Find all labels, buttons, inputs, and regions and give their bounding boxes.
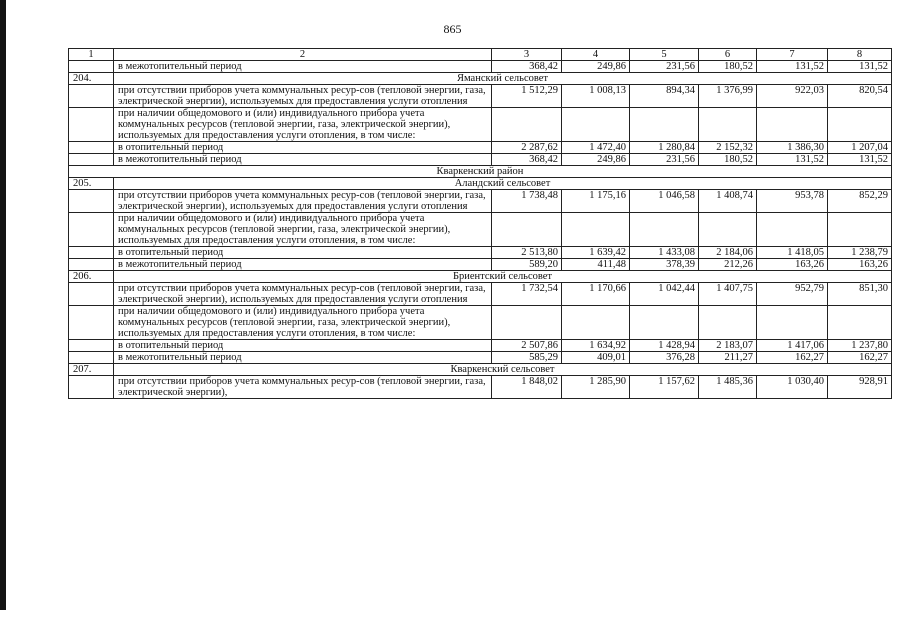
- value-cell: 1 738,48: [492, 190, 562, 213]
- region-row: [69, 166, 892, 178]
- description-cell: в отопительный период: [114, 340, 492, 352]
- value-cell: 163,26: [828, 259, 892, 271]
- value-cell: 2 287,62: [492, 142, 562, 154]
- table-row: [69, 142, 892, 154]
- table-row: [69, 190, 892, 213]
- value-cell: 1 207,04: [828, 142, 892, 154]
- row-number-cell: [69, 154, 114, 166]
- description-cell: при отсутствии приборов учета коммунальных ресур-сов (тепловой энергии, газа, электрической энергии), используемых для предоставления услуги отопления: [114, 85, 492, 108]
- value-cell: 180,52: [699, 154, 757, 166]
- table-row: [69, 247, 892, 259]
- value-cell: [699, 108, 757, 142]
- description-cell: в межотопительный период: [114, 61, 492, 73]
- value-cell: [757, 306, 828, 340]
- value-cell: 2 152,32: [699, 142, 757, 154]
- value-cell: 1 046,58: [630, 190, 699, 213]
- row-number-cell: [69, 376, 114, 399]
- value-cell: [562, 306, 630, 340]
- value-cell: [699, 306, 757, 340]
- value-cell: 1 008,13: [562, 85, 630, 108]
- table-body: [69, 61, 892, 399]
- value-cell: [630, 213, 699, 247]
- description-cell: при наличии общедомового и (или) индивидуального прибора учета коммунальных ресурсов (тепловой энергии, газа, электрической энергии), используемых для предоставления услуги отопления, в том числе:: [114, 108, 492, 142]
- value-cell: 894,34: [630, 85, 699, 108]
- value-cell: 922,03: [757, 85, 828, 108]
- value-cell: 1 238,79: [828, 247, 892, 259]
- value-cell: 231,56: [630, 61, 699, 73]
- value-cell: 2 507,86: [492, 340, 562, 352]
- value-cell: 953,78: [757, 190, 828, 213]
- tariff-table: [68, 48, 892, 399]
- value-cell: 211,27: [699, 352, 757, 364]
- value-cell: 131,52: [757, 154, 828, 166]
- region-title: Кваркенский район: [69, 166, 892, 178]
- header-cell: 6: [699, 49, 757, 61]
- row-number-cell: [69, 108, 114, 142]
- row-number-cell: [69, 283, 114, 306]
- section-title: Яманский сельсовет: [114, 73, 892, 85]
- header-cell: 1: [69, 49, 114, 61]
- value-cell: 376,28: [630, 352, 699, 364]
- value-cell: 1 280,84: [630, 142, 699, 154]
- value-cell: 1 732,54: [492, 283, 562, 306]
- value-cell: 1 634,92: [562, 340, 630, 352]
- value-cell: 1 030,40: [757, 376, 828, 399]
- section-number: 207.: [69, 364, 114, 376]
- value-cell: 162,27: [828, 352, 892, 364]
- value-cell: 1 417,06: [757, 340, 828, 352]
- value-cell: 162,27: [757, 352, 828, 364]
- value-cell: 1 376,99: [699, 85, 757, 108]
- value-cell: 409,01: [562, 352, 630, 364]
- header-cell: 5: [630, 49, 699, 61]
- value-cell: [630, 306, 699, 340]
- table-row: [69, 259, 892, 271]
- value-cell: [492, 213, 562, 247]
- row-number-cell: [69, 213, 114, 247]
- value-cell: 2 184,06: [699, 247, 757, 259]
- table-row: [69, 352, 892, 364]
- header-cell: 4: [562, 49, 630, 61]
- value-cell: 1 237,80: [828, 340, 892, 352]
- value-cell: 131,52: [828, 61, 892, 73]
- row-number-cell: [69, 85, 114, 108]
- value-cell: 820,54: [828, 85, 892, 108]
- value-cell: 1 512,29: [492, 85, 562, 108]
- description-cell: при отсутствии приборов учета коммунальных ресур-сов (тепловой энергии, газа, электрической энергии),: [114, 376, 492, 399]
- header-cell: 2: [114, 49, 492, 61]
- value-cell: 1 408,74: [699, 190, 757, 213]
- value-cell: [562, 108, 630, 142]
- value-cell: [828, 213, 892, 247]
- value-cell: 585,29: [492, 352, 562, 364]
- value-cell: [699, 213, 757, 247]
- table-row: [69, 283, 892, 306]
- value-cell: 180,52: [699, 61, 757, 73]
- table-row: [69, 154, 892, 166]
- value-cell: 2 513,80: [492, 247, 562, 259]
- value-cell: 851,30: [828, 283, 892, 306]
- section-row: [69, 364, 892, 376]
- row-number-cell: [69, 340, 114, 352]
- value-cell: 131,52: [828, 154, 892, 166]
- description-cell: при отсутствии приборов учета коммунальных ресур-сов (тепловой энергии, газа, электрической энергии), используемых для предоставления услуги отопления: [114, 190, 492, 213]
- table-row: [69, 340, 892, 352]
- value-cell: 378,39: [630, 259, 699, 271]
- value-cell: 952,79: [757, 283, 828, 306]
- row-number-cell: [69, 247, 114, 259]
- value-cell: [757, 108, 828, 142]
- section-title: Аландский сельсовет: [114, 178, 892, 190]
- row-number-cell: [69, 61, 114, 73]
- section-number: 204.: [69, 73, 114, 85]
- value-cell: 1 472,40: [562, 142, 630, 154]
- row-number-cell: [69, 352, 114, 364]
- row-number-cell: [69, 190, 114, 213]
- value-cell: 1 285,90: [562, 376, 630, 399]
- value-cell: 1 848,02: [492, 376, 562, 399]
- value-cell: [492, 108, 562, 142]
- value-cell: 1 639,42: [562, 247, 630, 259]
- description-cell: в межотопительный период: [114, 352, 492, 364]
- page-number: 865: [443, 22, 462, 36]
- value-cell: 249,86: [562, 154, 630, 166]
- section-row: [69, 271, 892, 283]
- header-cell: 8: [828, 49, 892, 61]
- value-cell: 852,29: [828, 190, 892, 213]
- value-cell: 1 418,05: [757, 247, 828, 259]
- value-cell: 1 407,75: [699, 283, 757, 306]
- description-cell: в отопительный период: [114, 247, 492, 259]
- value-cell: 368,42: [492, 154, 562, 166]
- section-number: 206.: [69, 271, 114, 283]
- description-cell: в межотопительный период: [114, 154, 492, 166]
- value-cell: [828, 108, 892, 142]
- table-row: [69, 213, 892, 247]
- value-cell: 1 157,62: [630, 376, 699, 399]
- value-cell: 163,26: [757, 259, 828, 271]
- value-cell: 231,56: [630, 154, 699, 166]
- value-cell: 2 183,07: [699, 340, 757, 352]
- value-cell: 1 042,44: [630, 283, 699, 306]
- value-cell: [492, 306, 562, 340]
- table-row: [69, 61, 892, 73]
- value-cell: [630, 108, 699, 142]
- header-cell: 3: [492, 49, 562, 61]
- value-cell: 368,42: [492, 61, 562, 73]
- value-cell: 589,20: [492, 259, 562, 271]
- section-title: Бриентский сельсовет: [114, 271, 892, 283]
- value-cell: 1 428,94: [630, 340, 699, 352]
- description-cell: в межотопительный период: [114, 259, 492, 271]
- value-cell: 1 433,08: [630, 247, 699, 259]
- value-cell: 1 485,36: [699, 376, 757, 399]
- section-row: [69, 73, 892, 85]
- description-cell: при отсутствии приборов учета коммунальных ресур-сов (тепловой энергии, газа, электрической энергии), используемых для предоставления услуги отопления: [114, 283, 492, 306]
- description-cell: при наличии общедомового и (или) индивидуального прибора учета коммунальных ресурсов (тепловой энергии, газа, электрической энергии), используемых для предоставления услуги отопления, в том числе:: [114, 306, 492, 340]
- table-row: [69, 85, 892, 108]
- header-cell: 7: [757, 49, 828, 61]
- value-cell: 1 170,66: [562, 283, 630, 306]
- value-cell: 1 386,30: [757, 142, 828, 154]
- row-number-cell: [69, 259, 114, 271]
- row-number-cell: [69, 142, 114, 154]
- value-cell: 131,52: [757, 61, 828, 73]
- description-cell: при наличии общедомового и (или) индивидуального прибора учета коммунальных ресурсов (тепловой энергии, газа, электрической энергии), используемых для предоставления услуги отопления, в том числе:: [114, 213, 492, 247]
- value-cell: 411,48: [562, 259, 630, 271]
- table-row: [69, 376, 892, 399]
- value-cell: 249,86: [562, 61, 630, 73]
- value-cell: 1 175,16: [562, 190, 630, 213]
- value-cell: [828, 306, 892, 340]
- left-binding-bar: [0, 0, 6, 610]
- section-title: Кваркенский сельсовет: [114, 364, 892, 376]
- value-cell: [562, 213, 630, 247]
- value-cell: [757, 213, 828, 247]
- value-cell: 928,91: [828, 376, 892, 399]
- section-number: 205.: [69, 178, 114, 190]
- description-cell: в отопительный период: [114, 142, 492, 154]
- header-row: [69, 49, 892, 61]
- table-row: [69, 306, 892, 340]
- value-cell: 212,26: [699, 259, 757, 271]
- table-row: [69, 108, 892, 142]
- section-row: [69, 178, 892, 190]
- row-number-cell: [69, 306, 114, 340]
